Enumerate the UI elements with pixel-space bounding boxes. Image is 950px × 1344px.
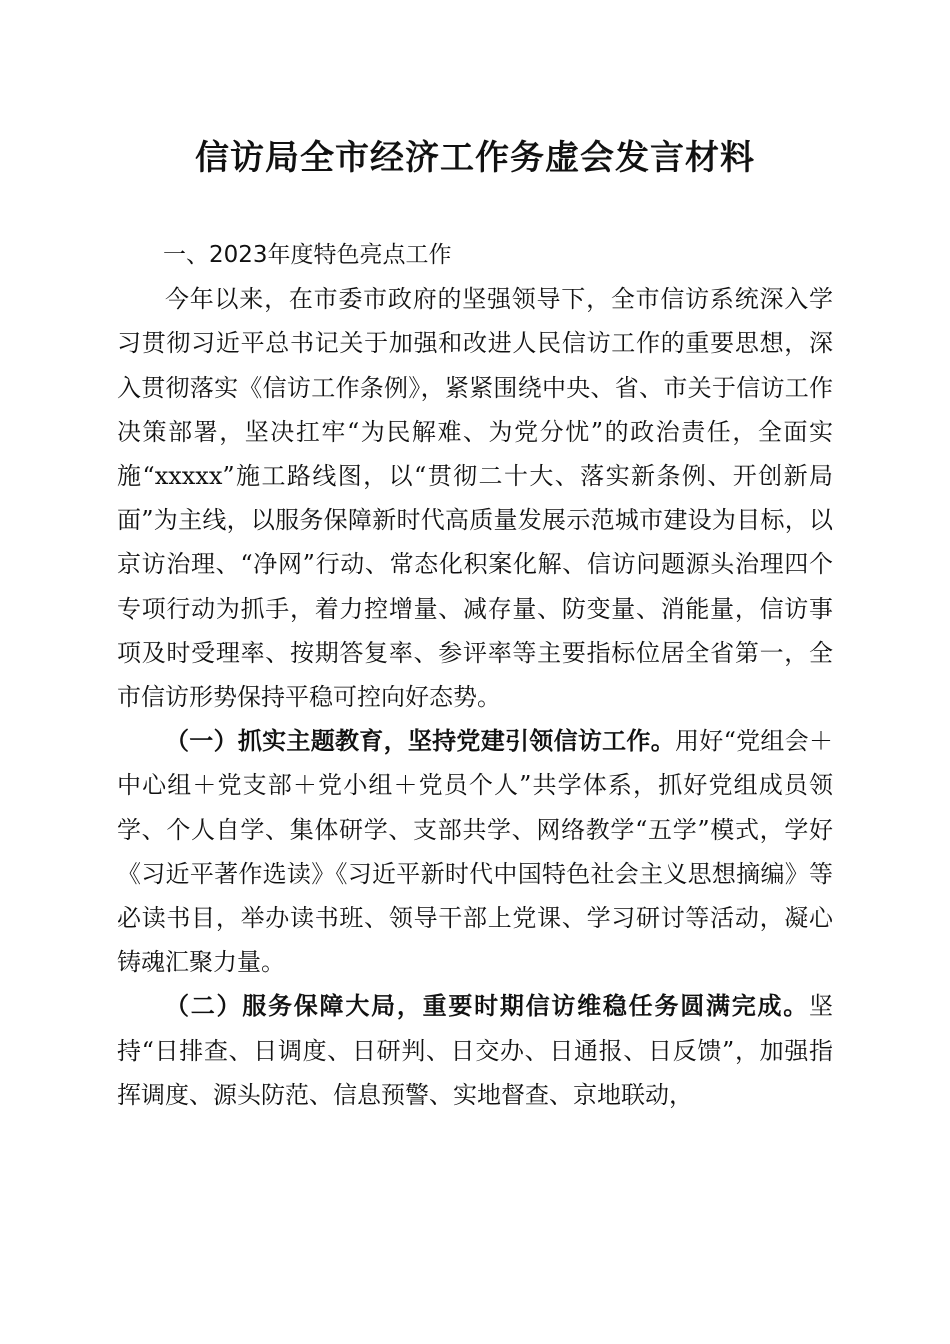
item-heading-1: （一）抓实主题教育，坚持党建引领信访工作。 [165,726,676,756]
section-heading: 一、2023年度特色亮点工作 [163,242,452,268]
item-text-2: 坚持“日排查、日调度、日研判、日交办、日通报、日反馈”，加强指挥调度、源头防范、信息预警、实地督查、京地联动， [117,992,833,1109]
item-paragraph-2 [117,984,833,1117]
item-text-1: 用好“党组会＋中心组＋党支部＋党小组＋党员个人”共学体系，抓好党组成员领学、个人自学、集体研学、支部共学、网络教学“五学”模式，学好《习近平著作选读》《习近平新时代中国特色社会主义思想摘编》等必读书目，举办读书班、领导干部上党课、学习研讨等活动，凝心铸魂汇聚力量。 [117,727,834,977]
document-body [117,233,833,1117]
document-title: 信访局全市经济工作务虚会发言材料 [195,138,755,178]
item-paragraph-1 [117,719,833,984]
intro-paragraph: 今年以来，在市委市政府的坚强领导下，全市信访系统深入学习贯彻习近平总书记关于加强和改进人民信访工作的重要思想，深入贯彻落实《信访工作条例》，紧紧围绕中央、省、市关于信访工作决策部署，坚决扛牢“为民解难、为党分忧”的政治责任，全面实施“xxxxx”施工路线图，以“贯彻二十大、落实新条例、开创新局面”为主线，以服务保障新时代高质量发展示范城市建设为目标，以京访治理、“净网”行动、常态化积案化解、信访问题源头治理四个专项行动为抓手，着力控增量、减存量、防变量、消能量，信访事项及时受理率、按期答复率、参评率等主要指标位居全省第一，全市信访形势保持平稳可控向好态势。 [117,285,833,712]
item-heading-2: （二）服务保障大局，重要时期信访维稳任务圆满完成。 [165,991,809,1021]
